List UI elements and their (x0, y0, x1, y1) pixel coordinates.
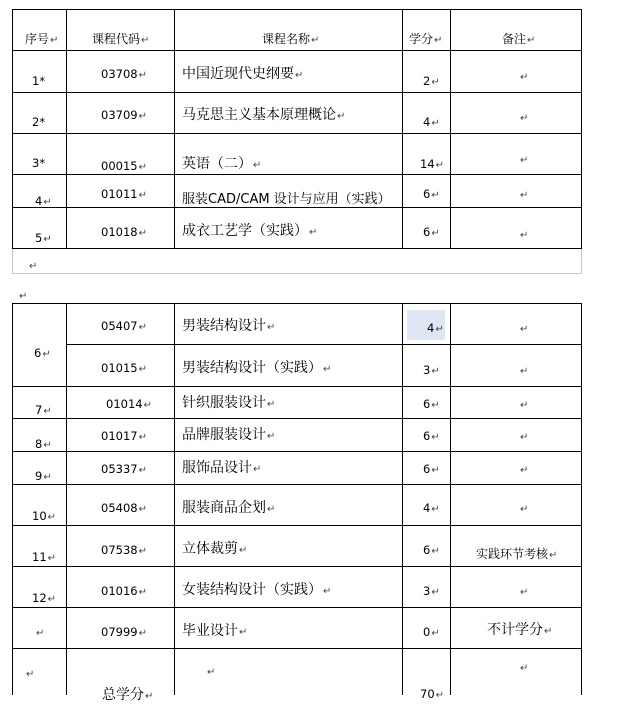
row-credit: 3↵ (423, 363, 440, 377)
row-seq: ↵ (26, 669, 35, 680)
row-name: 马克思主义基本原理概论↵ (182, 107, 346, 123)
row-note: 不计学分↵ (487, 622, 553, 638)
row-credit: 6↵ (423, 462, 440, 476)
row-note: ↵ (520, 587, 529, 598)
row-credit: 6↵ (423, 187, 440, 201)
row-credit: 4↵ (427, 321, 444, 335)
total-credit: 70↵ (420, 687, 445, 701)
row-clip (13, 175, 581, 207)
row-name: 女装结构设计（实践）↵ (182, 582, 332, 598)
row-credit: 14↵ (420, 157, 445, 171)
row-credit: 3↵ (423, 584, 440, 598)
row-note: ↵ (520, 324, 529, 335)
row-code: 05408↵ (101, 501, 147, 515)
row-seq: 7↵ (35, 403, 52, 417)
row-credit: 6↵ (423, 543, 440, 557)
row-note: ↵ (520, 504, 529, 515)
row-seq: 8↵ (35, 437, 52, 451)
row-note: ↵ (520, 400, 529, 411)
header-note: 备注↵ (502, 32, 536, 46)
row-seq: 1* (32, 74, 46, 88)
row-seq: 2* (32, 115, 46, 129)
row-code: 01017↵ (101, 429, 147, 443)
row-code: 01016↵ (101, 584, 147, 598)
row-note: ↵ (520, 72, 529, 83)
row-code: 03708↵ (101, 67, 147, 81)
row-code: 03709↵ (101, 108, 147, 122)
row-seq: 6↵ (34, 346, 51, 360)
row-code: 05407↵ (101, 319, 147, 333)
row-seq: 12↵ (32, 591, 57, 605)
row-name: 品牌服装设计↵ (182, 427, 276, 443)
total-label: 总学分↵ (102, 687, 154, 703)
row-code: 01014↵ (106, 397, 152, 411)
row-name: 男装结构设计↵ (182, 318, 276, 334)
row-credit: 2↵ (423, 74, 440, 88)
row-name: 针织服装设计↵ (182, 395, 276, 411)
paragraph-mark: ↵ (29, 261, 38, 272)
row-note: ↵ (520, 113, 529, 124)
row-name: 成衣工艺学（实践）↵ (182, 223, 318, 239)
row-note: ↵ (520, 190, 529, 201)
total-clip (13, 649, 581, 703)
row-credit: 6↵ (423, 225, 440, 239)
row-name: 中国近现代史纲要↵ (182, 66, 304, 82)
row-note: ↵ (520, 230, 529, 241)
row-note: ↵ (520, 663, 529, 674)
row-seq: 3* (32, 156, 46, 170)
row-seq: 10↵ (32, 509, 57, 523)
row-note: ↵ (520, 155, 529, 166)
row-name: 立体裁剪↵ (182, 541, 248, 557)
row-code: 07999↵ (101, 625, 147, 639)
header-code: 课程代码↵ (92, 32, 150, 46)
row-name: 服饰品设计↵ (182, 460, 262, 476)
row-note: ↵ (520, 465, 529, 476)
row-name: 英语（二）↵ (182, 156, 262, 172)
row-credit: 4↵ (423, 115, 440, 129)
row-note: ↵ (520, 366, 529, 377)
row-seq: 11↵ (32, 550, 57, 564)
row-note: 实践环节考核↵ (476, 547, 558, 561)
row-code: 07538↵ (101, 543, 147, 557)
header-name: 课程名称↵ (262, 32, 320, 46)
row-name: 毕业设计↵ (182, 623, 248, 639)
row-credit: 4↵ (423, 501, 440, 515)
row-name: 服装CAD/CAM 设计与应用（实践） (182, 192, 391, 207)
row-seq: 4↵ (35, 194, 52, 208)
row-seq: 5↵ (35, 231, 52, 245)
row-code: 05337↵ (101, 462, 147, 476)
row-seq: 9↵ (35, 469, 52, 483)
row-credit: 6↵ (423, 397, 440, 411)
paragraph-mark: ↵ (19, 291, 28, 302)
row-seq: ↵ (36, 628, 45, 639)
row-credit: 0↵ (423, 625, 440, 639)
row-name: 服装商品企划↵ (182, 500, 276, 516)
row-code: 01011↵ (101, 187, 147, 201)
row-code: 01018↵ (101, 225, 147, 239)
row-note: ↵ (520, 432, 529, 443)
header-credit: 学分↵ (409, 32, 443, 46)
row-name: ↵ (207, 667, 216, 678)
header-seq: 序号↵ (25, 32, 59, 46)
row-code: 01015↵ (101, 361, 147, 375)
row-clip (13, 134, 581, 174)
row-name: 男装结构设计（实践）↵ (182, 360, 332, 376)
row-code: 00015↵ (101, 159, 147, 173)
row-credit: 6↵ (423, 429, 440, 443)
